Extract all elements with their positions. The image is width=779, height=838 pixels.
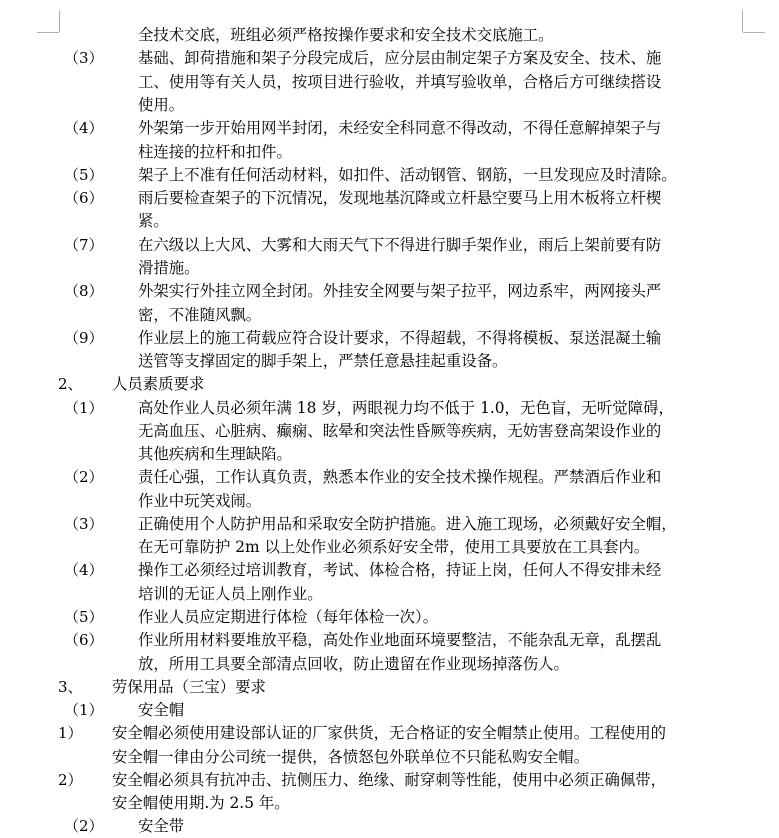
- line-text: 基础、卸荷措施和架子分段完成后，应分层由制定架子方案及安全、技术、施: [138, 49, 662, 67]
- document-line: [0, 350, 779, 373]
- document-line: [0, 210, 779, 233]
- document-line: [0, 746, 779, 769]
- item-number: （5）: [64, 166, 104, 184]
- document-line: [0, 327, 779, 350]
- item-number: （1）: [64, 701, 104, 719]
- document-line: [0, 513, 779, 536]
- document-line: [0, 699, 779, 722]
- document-line: [0, 234, 779, 257]
- item-number: （5）: [64, 608, 104, 626]
- line-text: 其他疾病和生理缺陷。: [138, 445, 292, 463]
- line-text: 紧。: [138, 212, 169, 230]
- item-number: 2、: [58, 375, 83, 393]
- line-text: 雨后要检查架子的下沉情况，发现地基沉降或立杆悬空要马上用木板将立杆楔: [138, 189, 662, 207]
- line-text: 安全带: [138, 817, 185, 835]
- line-text: 在无可靠防护 2m 以上处作业必须系好安全带，使用工具要放在工具套内。: [138, 538, 650, 556]
- document-line: [0, 304, 779, 327]
- item-number: （3）: [64, 515, 104, 533]
- line-text: 密，不准随风飘。: [138, 306, 262, 324]
- document-line: [0, 536, 779, 559]
- line-text: 作业中玩笑戏闹。: [138, 492, 262, 510]
- line-text: 作业层上的施工荷载应符合设计要求，不得超载，不得将模板、泵送混凝土输: [138, 329, 662, 347]
- document-line: [0, 94, 779, 117]
- line-text: 正确使用个人防护用品和采取安全防护措施。进入施工现场，必须戴好安全帽，: [138, 515, 677, 533]
- line-text: 安全帽一律由分公司统一提供，各愤怒包外联单位不只能私购安全帽。: [112, 748, 590, 766]
- document-line: [0, 420, 779, 443]
- line-text: 送管等支撑固定的脚手架上，严禁任意悬挂起重设备。: [138, 352, 508, 370]
- line-text: 放，所用工具要全部清点回收，防止遗留在作业现场掉落伤人。: [138, 655, 569, 673]
- document-line: [0, 583, 779, 606]
- line-text: 架子上不准有任何活动材料，如扣件、活动钢管、钢筋，一旦发现应及时清除。: [138, 166, 677, 184]
- item-number: （2）: [64, 817, 104, 835]
- document-line: [0, 47, 779, 70]
- line-text: 作业人员应定期进行体检（每年体检一次）。: [138, 608, 439, 626]
- item-number: 1）: [58, 724, 83, 742]
- item-number: （9）: [64, 329, 104, 347]
- document-line: [0, 792, 779, 815]
- line-text: 高处作业人员必须年满 18 岁，两眼视力均不低于 1.0，无色盲，无听觉障碍，: [138, 399, 674, 417]
- document-line: [0, 141, 779, 164]
- item-number: （7）: [64, 236, 104, 254]
- document-line: [0, 629, 779, 652]
- item-number: （4）: [64, 561, 104, 579]
- line-text: 作业所用材料要堆放平稳，高处作业地面环境要整洁，不能杂乱无章，乱摆乱: [138, 631, 662, 649]
- document-line: [0, 117, 779, 140]
- line-text: 滑措施。: [138, 259, 200, 277]
- item-number: （3）: [64, 49, 104, 67]
- document-line: [0, 559, 779, 582]
- line-text: 操作工必须经过培训教育，考试、体检合格，持证上岗，任何人不得安排未经: [138, 561, 662, 579]
- line-text: 工、使用等有关人员，按项目进行验收，并填写验收单，合格后方可继续搭设: [138, 73, 662, 91]
- item-number: （6）: [64, 189, 104, 207]
- document-line: [0, 676, 779, 699]
- line-text: 安全帽使用期.为 2.5 年。: [112, 794, 290, 812]
- document-line: [0, 257, 779, 280]
- line-text: 在六级以上大风、大雾和大雨天气下不得进行脚手架作业，雨后上架前要有防: [138, 236, 662, 254]
- document-line: [0, 373, 779, 396]
- line-text: 责任心强，工作认真负责，熟悉本作业的安全技术操作规程。严禁酒后作业和: [138, 468, 662, 486]
- document-line: [0, 24, 779, 47]
- document-line: [0, 722, 779, 745]
- line-text: 劳保用品（三宝）要求: [112, 678, 266, 696]
- line-text: 使用。: [138, 96, 185, 114]
- line-text: 安全帽必须使用建设部认证的厂家供货，无合格证的安全帽禁止使用。工程使用的: [112, 724, 667, 742]
- document-line: [0, 815, 779, 838]
- document-line: [0, 71, 779, 94]
- item-number: （2）: [64, 468, 104, 486]
- document-line: [0, 769, 779, 792]
- document-line: [0, 397, 779, 420]
- line-text: 无高血压、心脏病、癫痫、眩晕和突法性昏厥等疾病，无妨害登高架设作业的: [138, 422, 662, 440]
- document-line: [0, 606, 779, 629]
- document-line: [0, 653, 779, 676]
- item-number: （1）: [64, 399, 104, 417]
- document-line: [0, 443, 779, 466]
- item-number: （6）: [64, 631, 104, 649]
- item-number: （8）: [64, 282, 104, 300]
- item-number: 3、: [58, 678, 83, 696]
- document-line: [0, 490, 779, 513]
- line-text: 外架第一步开始用网半封闭，未经安全科同意不得改动，不得任意解掉架子与: [138, 119, 662, 137]
- document-line: [0, 187, 779, 210]
- line-text: 安全帽: [138, 701, 185, 719]
- document-line: [0, 280, 779, 303]
- line-text: 外架实行外挂立网全封闭。外挂安全网要与架子拉平，网边系牢，两网接头严: [138, 282, 662, 300]
- item-number: 2）: [58, 771, 83, 789]
- line-text: 柱连接的拉杆和扣件。: [138, 143, 292, 161]
- line-text: 全技术交底，班组必须严格按操作要求和安全技术交底施工。: [138, 26, 554, 44]
- line-text: 培训的无证人员上刚作业。: [138, 585, 323, 603]
- document-line: [0, 466, 779, 489]
- document-line: [0, 164, 779, 187]
- item-number: （4）: [64, 119, 104, 137]
- line-text: 安全帽必须具有抗冲击、抗侧压力、绝缘、耐穿刺等性能，使用中必须正确佩带，: [112, 771, 667, 789]
- line-text: 人员素质要求: [112, 375, 205, 393]
